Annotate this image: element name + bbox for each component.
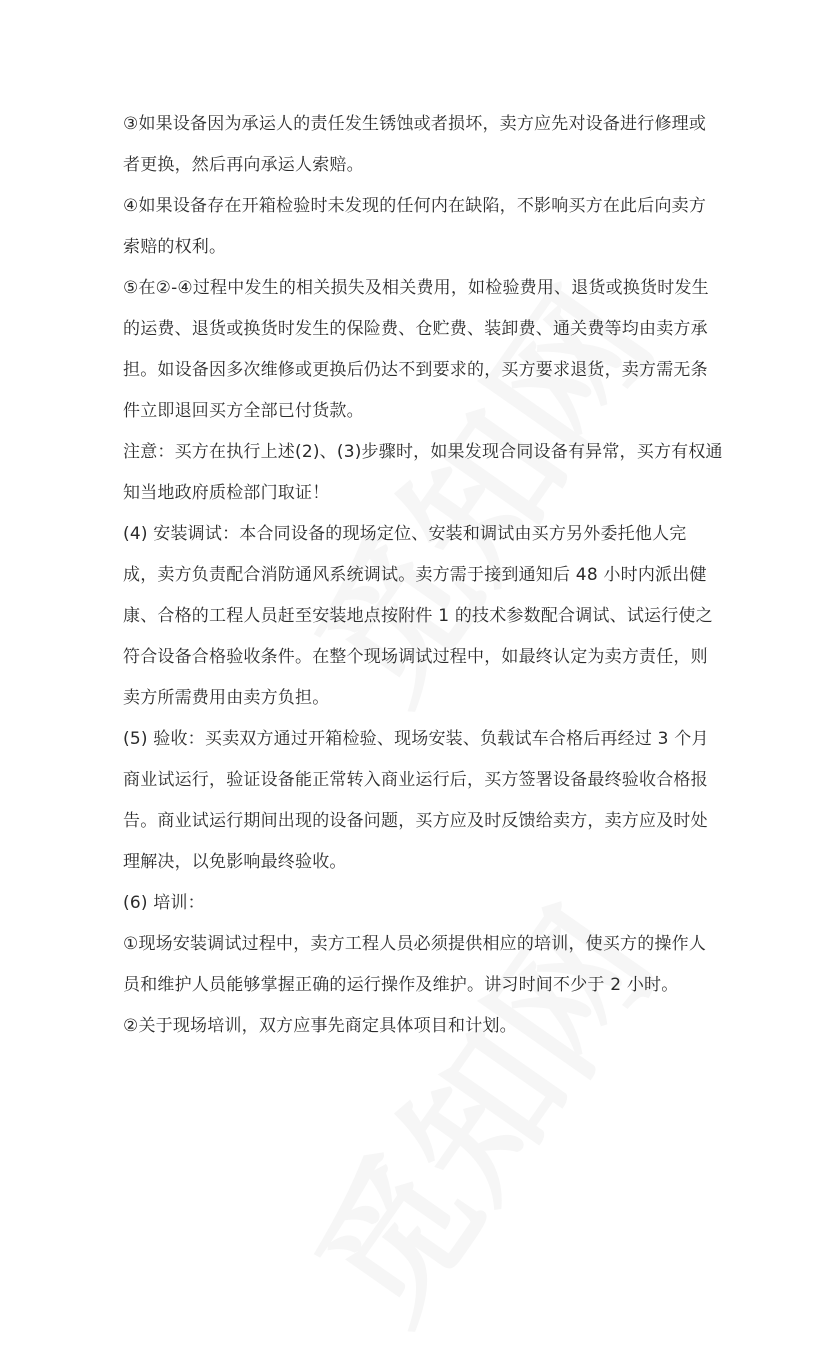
text-line: 商业试运行，验证设备能正常转入商业运行后，买方签署设备最终验收合格报 xyxy=(123,770,708,790)
text-line: 成，卖方负责配合消防通风系统调试。卖方需于接到通知后 48 小时内派出健 xyxy=(123,565,707,585)
paragraph xyxy=(123,883,723,924)
text-line: 索赔的权利。 xyxy=(123,237,227,257)
paragraph xyxy=(123,104,723,186)
document-body xyxy=(123,104,723,1047)
text-line: ②关于现场培训，双方应事先商定具体项目和计划。 xyxy=(123,1016,517,1036)
text-line: (5) 验收：买卖双方通过开箱检验、现场安装、负载试车合格后再经过 3 个月 xyxy=(123,729,709,749)
text-line: (4) 安装调试：本合同设备的现场定位、安装和调试由买方另外委托他人完 xyxy=(123,524,687,544)
text-line: 担。如设备因多次维修或更换后仍达不到要求的，买方要求退货，卖方需无条 xyxy=(123,360,708,380)
text-line: 知当地政府质检部门取证！ xyxy=(123,483,330,503)
text-line: 的运费、退货或换货时发生的保险费、仓贮费、装卸费、通关费等均由卖方承 xyxy=(123,319,708,339)
paragraph xyxy=(123,186,723,268)
text-line: 卖方所需费用由卖方负担。 xyxy=(123,688,330,708)
text-line: ③如果设备因为承运人的责任发生锈蚀或者损坏，卖方应先对设备进行修理或 xyxy=(123,114,707,134)
paragraph xyxy=(123,1006,723,1047)
paragraph xyxy=(123,268,723,432)
paragraph xyxy=(123,719,723,883)
text-line: 者更换，然后再向承运人索赔。 xyxy=(123,155,364,175)
paragraph xyxy=(123,514,723,719)
text-line: 注意：买方在执行上述(2)、(3)步骤时，如果发现合同设备有异常，买方有权通 xyxy=(123,442,723,462)
text-line: 符合设备合格验收条件。在整个现场调试过程中，如最终认定为卖方责任，则 xyxy=(123,647,708,667)
text-line: ⑤在②-④过程中发生的相关损失及相关费用，如检验费用、退货或换货时发生 xyxy=(123,278,709,298)
text-line: 康、合格的工程人员赶至安装地点按附件 1 的技术参数配合调试、试运行使之 xyxy=(123,606,713,626)
text-line: 理解决，以免影响最终验收。 xyxy=(123,852,347,872)
text-line: (6) 培训： xyxy=(123,893,205,913)
text-line: ④如果设备存在开箱检验时未发现的任何内在缺陷，不影响买方在此后向卖方 xyxy=(123,196,707,216)
paragraph xyxy=(123,924,723,1006)
paragraph xyxy=(123,432,723,514)
text-line: ①现场安装调试过程中，卖方工程人员必须提供相应的培训，使买方的操作人 xyxy=(123,934,707,954)
text-line: 件立即退回买方全部已付货款。 xyxy=(123,401,364,421)
text-line: 员和维护人员能够掌握正确的运行操作及维护。讲习时间不少于 2 小时。 xyxy=(123,975,679,995)
text-line: 告。商业试运行期间出现的设备问题，买方应及时反馈给卖方，卖方应及时处 xyxy=(123,811,708,831)
